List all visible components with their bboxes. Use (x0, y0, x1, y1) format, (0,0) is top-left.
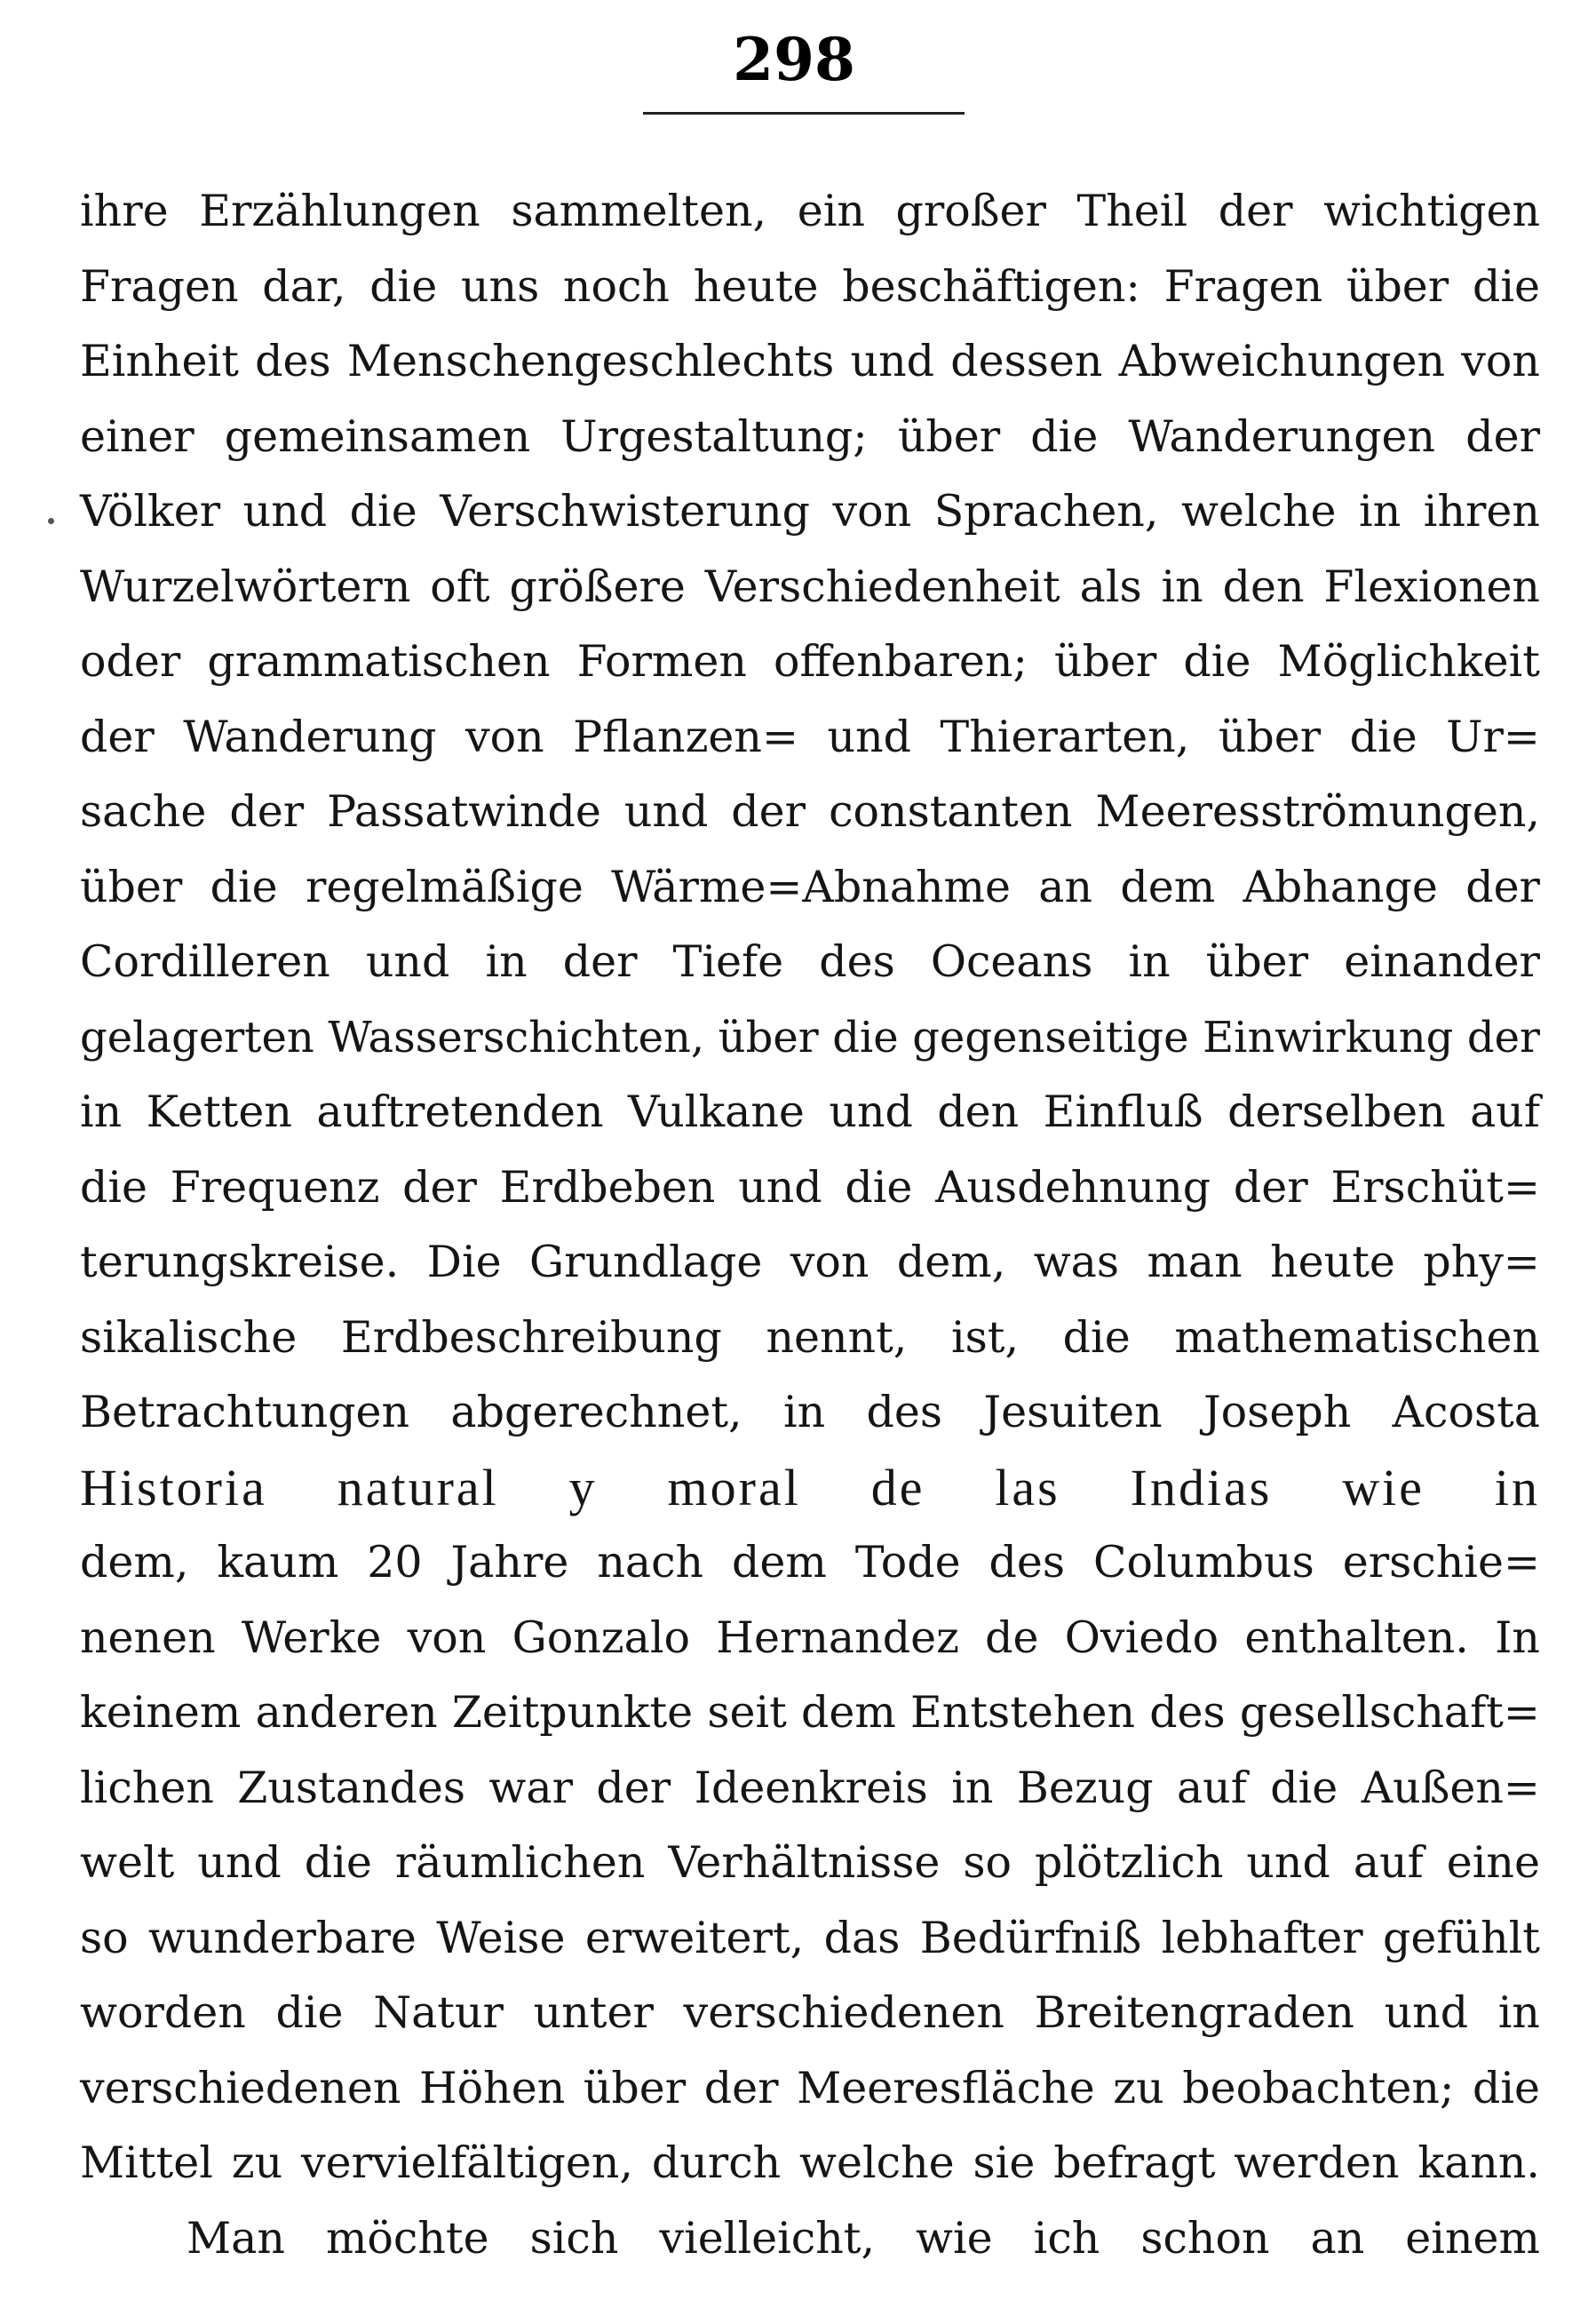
text-line: über die regelmäßige Wärme=Abnahme an dem Abhange der (80, 861, 1540, 912)
text-line: keinem anderen Zeitpunkte seit dem Entstehen des gesellschaft= (80, 1687, 1540, 1738)
text-line: lichen Zustandes war der Ideenkreis in Bezug auf die Außen= (80, 1762, 1540, 1813)
text-line: in Ketten auftretenden Vulkane und den Einfluß derselben auf (80, 1086, 1540, 1137)
text-line: dem, kaum 20 Jahre nach dem Tode des Columbus erschie= (80, 1537, 1540, 1588)
print-speck (48, 518, 54, 524)
text-line: Wurzelwörtern oft größere Verschiedenheit als in den Flexionen (80, 561, 1540, 612)
text-line: Betrachtungen abgerechnet, in des Jesuiten Joseph Acosta (80, 1387, 1540, 1437)
paragraph-first-line: Man möchte sich vielleicht, wie ich schon an einem (187, 2212, 1540, 2264)
text-line: worden die Natur unter verschiedenen Breitengraden und in (80, 1987, 1540, 2038)
text-line: so wunderbare Weise erweitert, das Bedürfniß lebhafter gefühlt (80, 1912, 1540, 1963)
text-line: Cordilleren und in der Tiefe des Oceans in über einander (80, 936, 1540, 987)
text-line: Völker und die Verschwisterung von Sprachen, welche in ihren (80, 486, 1540, 537)
text-line: ihre Erzählungen sammelten, ein großer Theil der wichtigen (80, 186, 1540, 236)
text-line: Fragen dar, die uns noch heute beschäftigen: Fragen über die (80, 260, 1540, 312)
text-line: oder grammatischen Formen offenbaren; über die Möglichkeit (80, 636, 1540, 687)
text-line: welt und die räumlichen Verhältnisse so plötzlich und auf eine (80, 1837, 1540, 1888)
text-line: nenen Werke von Gonzalo Hernandez de Oviedo enthalten. In (80, 1612, 1540, 1663)
text-line: einer gemeinsamen Urgestaltung; über die Wanderungen der (80, 410, 1540, 462)
text-line: der Wanderung von Pflanzen= und Thierarten, über die Ur= (80, 711, 1540, 762)
text-line: sikalische Erdbeschreibung nennt, ist, die mathematischen (80, 1311, 1540, 1363)
text-line: Mittel zu vervielfältigen, durch welche sie befragt werden kann. (80, 2137, 1540, 2188)
body-text (80, 174, 1540, 2276)
page-number: 298 (733, 25, 855, 94)
text-line: sache der Passatwinde und der constanten Meeresströmungen, (80, 786, 1540, 837)
text-line: die Frequenz der Erdbeben und die Ausdehnung der Erschüt= (80, 1161, 1540, 1213)
header-rule (643, 112, 965, 115)
text-line: verschiedenen Höhen über der Meeresfläche zu beobachten; die (80, 2062, 1540, 2113)
text-line-antiqua: Historia natural y moral de las Indias wie in (80, 1458, 1540, 1516)
text-line: terungskreise. Die Grundlage von dem, was man heute phy= (80, 1237, 1540, 1287)
text-line: gelagerten Wasserschichten, über die gegenseitige Einwirkung der (80, 1012, 1540, 1063)
text-line: Einheit des Menschengeschlechts und dessen Abweichungen von (80, 336, 1540, 386)
